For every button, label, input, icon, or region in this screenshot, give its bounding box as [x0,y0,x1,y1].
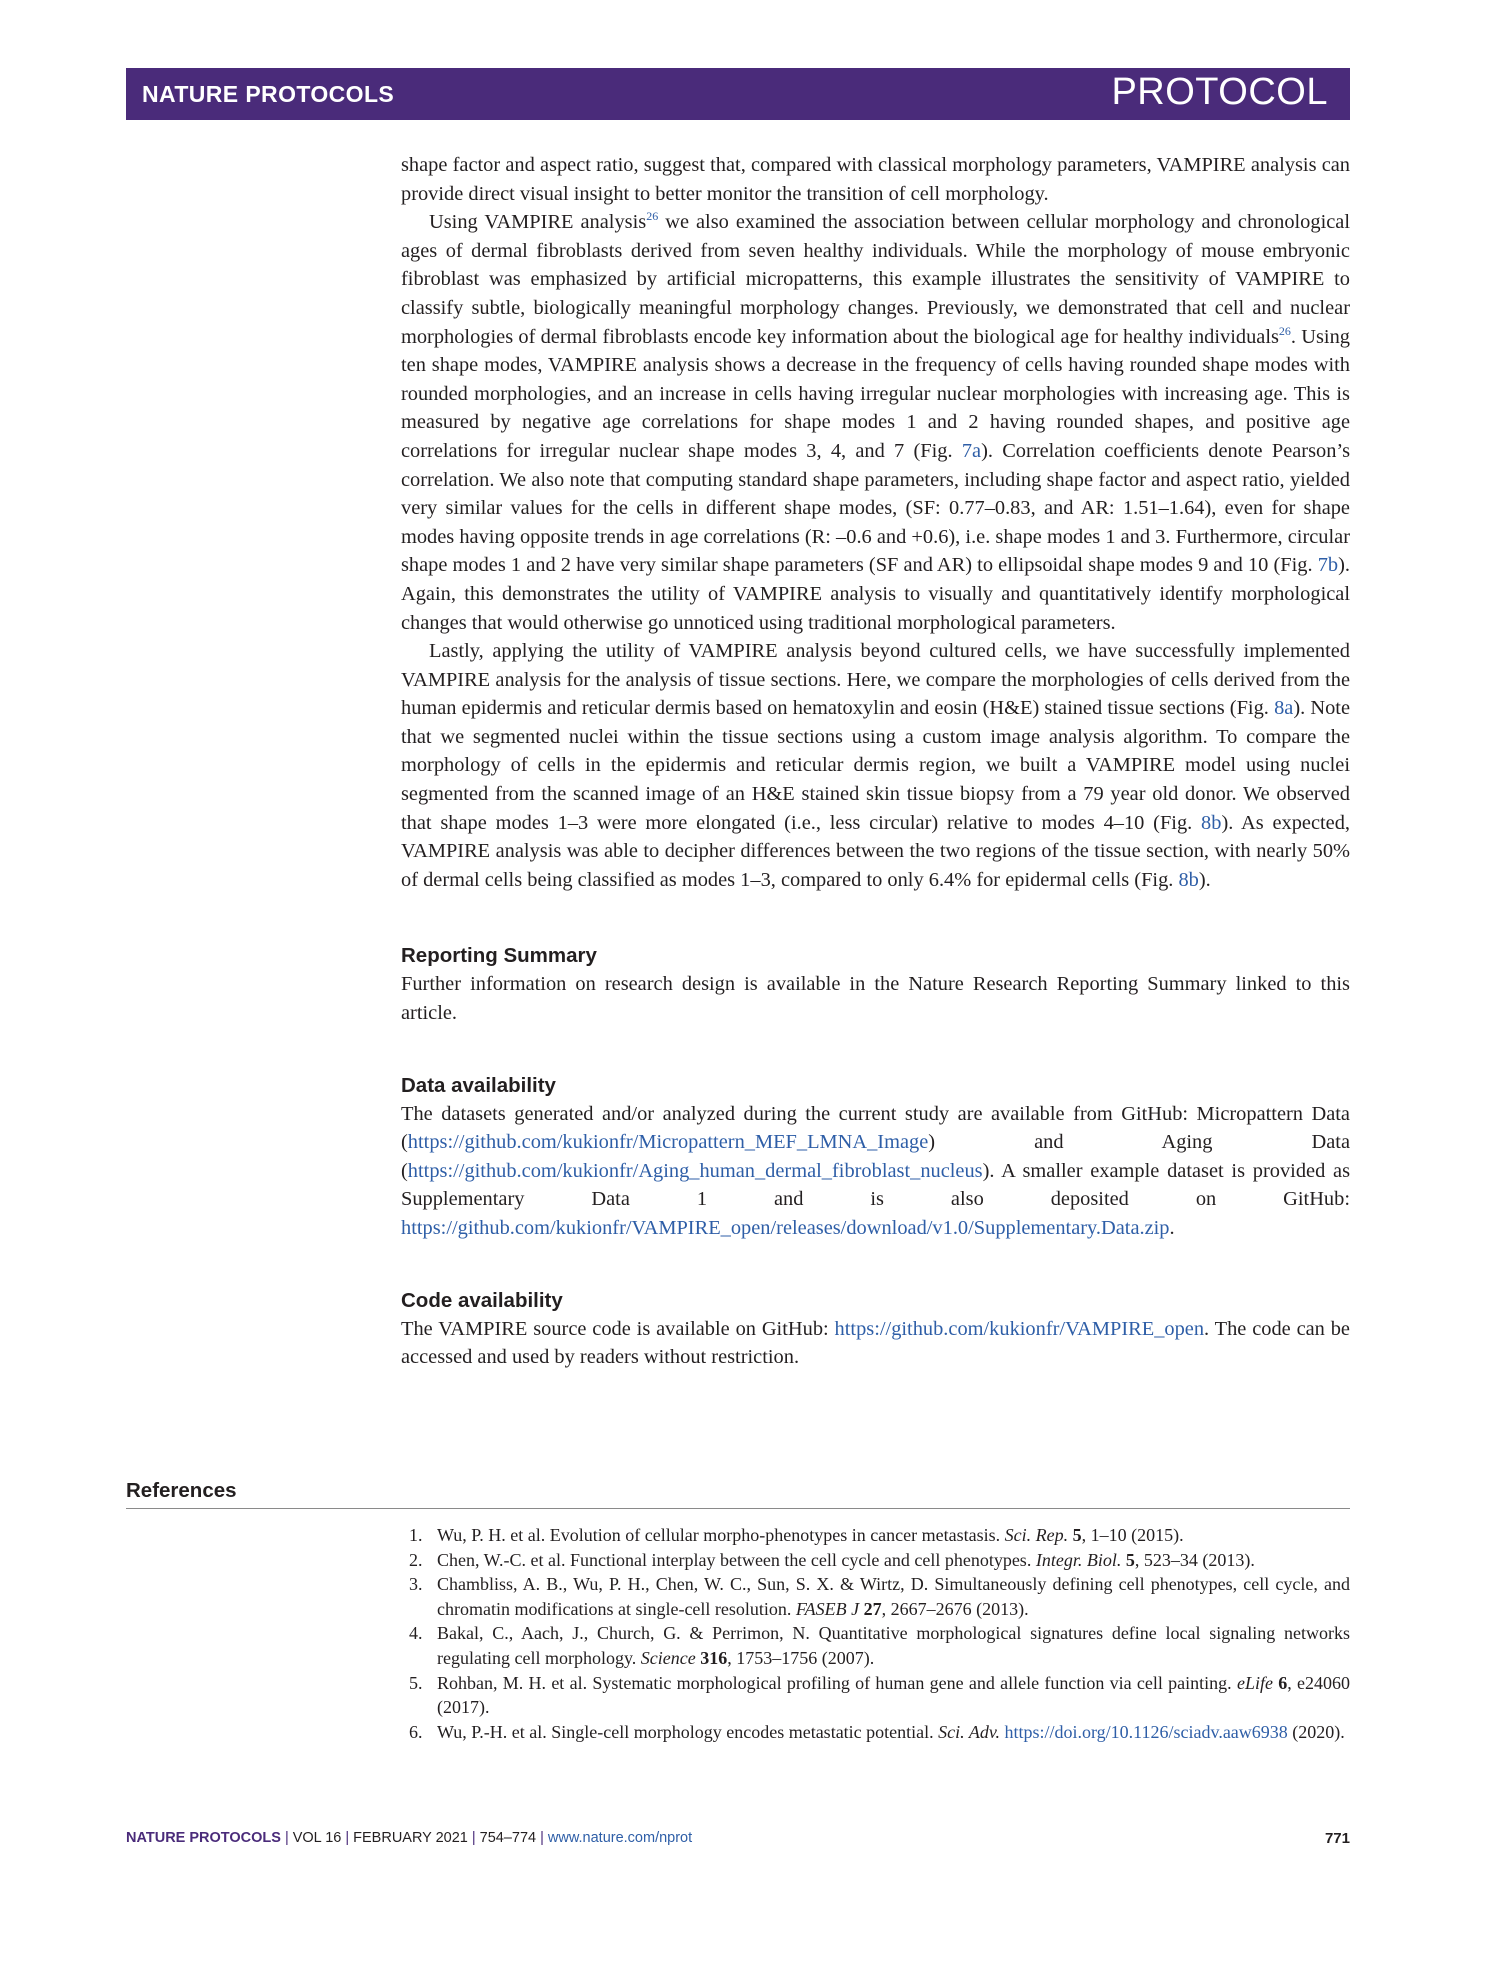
reference-text: Chen, W.-C. et al. Functional interplay between the cell cycle and cell phenotypes. [437,1549,1036,1570]
reference-number: 3. [409,1574,423,1595]
paragraph-3 [401,637,1350,894]
doi-link[interactable]: https://doi.org/10.1126/sciadv.aaw6938 [1004,1721,1288,1742]
data-text: ). A smaller example dataset is provided as Supplementary Data 1 and is also deposited on GitHub: [401,1159,1350,1211]
reference-item [401,1720,1350,1745]
code-availability-section [401,1287,1350,1372]
main-column [401,151,1350,1372]
reference-item [401,1548,1350,1573]
reference-text: Wu, P.-H. et al. Single-cell morphology encodes metastatic potential. [437,1721,939,1742]
citation-link[interactable]: 26 [1278,323,1291,338]
reference-number: 1. [409,1525,423,1545]
reference-tail: , 1753–1756 (2007). [727,1647,875,1668]
references-list [401,1523,1350,1744]
reference-number: 6. [409,1721,423,1742]
p2-text: ). Again, this demonstrates the utility of VAMPIRE analysis to visually and quantitatively identify morphological changes that would otherwise go unnoticed using traditional morphological parameters. [401,554,1350,634]
vampire-source-link[interactable]: https://github.com/kukionfr/VAMPIRE_open [834,1317,1205,1340]
reference-item [401,1523,1350,1548]
reference-volume: 27 [863,1598,882,1619]
figure-link-8b[interactable]: 8b [1178,868,1199,891]
paragraph-2 [401,208,1350,637]
reference-volume: 6 [1278,1672,1288,1693]
figure-link-8b[interactable]: 8b [1201,811,1222,834]
code-text: The VAMPIRE source code is available on GitHub: [401,1317,835,1340]
footer-citation: NATURE PROTOCOLS | VOL 16 | FEBRUARY 2021 | 754–774 | www.nature.com/nprot [126,1830,693,1846]
p3-text: ). [1198,868,1211,891]
section-heading: Reporting Summary [401,944,597,968]
reporting-summary-section [401,942,1350,1027]
figure-link-8a[interactable]: 8a [1274,697,1294,720]
footer-issue: FEBRUARY 2021 [353,1830,468,1846]
journal-header-bar [126,68,1350,120]
footer-journal-link[interactable]: www.nature.com/nprot [547,1830,693,1846]
footer-pages: 754–774 [479,1830,537,1846]
figure-link-7b[interactable]: 7b [1317,554,1339,577]
reference-volume: 5 [1072,1525,1082,1545]
reference-number: 4. [409,1623,423,1644]
reference-journal: FASEB J [795,1598,860,1619]
reference-tail: , 1–10 (2015). [1081,1525,1184,1545]
reporting-summary-text: Further information on research design is available in the Nature Research Reporting Summary linked to this article. [401,973,1350,1025]
reference-tail: , 523–34 (2013). [1134,1549,1255,1570]
reference-tail: (2020). [1287,1721,1345,1742]
references-heading: References [126,1479,237,1502]
reference-journal: Science [640,1647,696,1668]
reference-tail: , 2667–2676 (2013). [881,1598,1029,1619]
reference-journal: eLife [1236,1672,1273,1693]
code-text: . The code can be accessed and used by readers without restriction. [401,1317,1350,1369]
reference-text: Rohban, M. H. et al. Systematic morphological profiling of human gene and allele function via cell painting. [437,1672,1237,1693]
reference-text: Bakal, C., Aach, J., Church, G. & Perrimon, N. Quantitative morphological signatures define local signaling networks regulating cell morphology. [437,1623,1350,1668]
p2-text: we also examined the association between cellular morphology and chronological ages of dermal fibroblasts derived from seven healthy individuals. While the morphology of mouse embryonic fibroblast was emphasized by artificial micropatterns, this example illustrates the sensitivity of VAMPIRE to classify subtle, biologically meaningful morphology changes. Previously, we demonstrated that cell and nuclear morphologies of dermal fibroblasts encode key information about the biological age for healthy individuals [401,211,1351,348]
reference-item [401,1671,1350,1720]
reference-journal: Sci. Rep. [1004,1525,1069,1545]
reference-text: Chambliss, A. B., Wu, P. H., Chen, W. C., Sun, S. X. & Wirtz, D. Simultaneously defining cell phenotypes, cell cycle, and chromatin modifications at single-cell resolution. [437,1574,1350,1619]
reference-volume: 5 [1125,1549,1135,1570]
footer-journal: NATURE PROTOCOLS [126,1830,281,1846]
data-text: The datasets generated and/or analyzed during the current study are available from GitHub: Micropattern Data ( [401,1102,1350,1154]
footer-volume: VOL 16 [292,1830,342,1846]
reference-journal: Sci. Adv. [938,1721,1000,1742]
p2-text: ). Correlation coefficients denote Pearson’s correlation. We also note that computing standard shape parameters, including shape factor and aspect ratio, yielded very similar values for the cells in different shape modes, (SF: 0.77–0.83, and AR: 1.51–1.64), even for shape modes having opposite trends in age correlations (R: –0.6 and +0.6), i.e. shape modes 1 and 3. Furthermore, circular shape modes 1 and 2 have very similar shape parameters (SF and AR) to ellipsoidal shape modes 9 and 10 (Fig. [401,439,1351,577]
reference-tail: , e24060 (2017). [437,1672,1350,1718]
journal-name: NATURE PROTOCOLS [142,81,395,107]
figure-link-7a[interactable]: 7a [961,439,982,462]
section-heading: Code availability [401,1288,563,1312]
data-text: ) and Aging Data ( [401,1131,1350,1182]
page-footer [126,1830,1350,1852]
reference-item [401,1621,1350,1670]
reference-item [401,1572,1350,1621]
data-availability-text [401,1100,1350,1243]
reference-number: 5. [409,1672,423,1693]
p3-text: ). As expected, VAMPIRE analysis was able to decipher differences between the two regions of the tissue section, with nearly 50% of dermal cells being classified as modes 1–3, compared to only 6.4% for epidermal cells (Fig. [401,811,1350,891]
p3-text: ). Note that we segmented nuclei within the tissue sections using a custom image analysis algorithm. To compare the morphology of cells in the epidermis and reticular dermis region, we built a VAMPIRE model using nuclei segmented from the scanned image of an H&E stained skin tissue biopsy from a 79 year old donor. We observed that shape modes 1–3 were more elongated (i.e., less circular) relative to modes 4–10 (Fig. [401,697,1350,834]
p3-text: Lastly, applying the utility of VAMPIRE analysis beyond cultured cells, we have successfully implemented VAMPIRE analysis for the analysis of tissue sections. Here, we compare the morphologies of cells derived from the human epidermis and reticular dermis based on hematoxylin and eosin (H&E) stained tissue sections (Fig. [401,640,1350,720]
p2-text: Using VAMPIRE analysis [429,211,647,234]
reference-text: Wu, P. H. et al. Evolution of cellular morpho-phenotypes in cancer metastasis. [437,1525,1005,1545]
page-number: 771 [1324,1830,1350,1847]
reference-journal: Integr. Biol. [1035,1549,1122,1570]
data-text: . [1169,1217,1175,1239]
reference-number: 2. [409,1549,423,1570]
data-availability-section [401,1072,1350,1243]
micropattern-data-link[interactable]: https://github.com/kukionfr/Micropattern_MEF_LMNA_Image [407,1131,929,1154]
article-type: PROTOCOL [1111,71,1328,113]
supplementary-data-link[interactable]: https://github.com/kukionfr/VAMPIRE_open/releases/download/v1.0/Supplementary.Data.zip [401,1217,1170,1239]
references-divider [126,1508,1350,1509]
p2-text: . Using ten shape modes, VAMPIRE analysis shows a decrease in the frequency of cells having rounded shape modes with rounded morphologies, and an increase in cells having irregular nuclear morphologies with increasing age. This is measured by negative age correlations for shape modes 1 and 2 having rounded shapes, and positive age correlations for irregular nuclear shape modes 3, 4, and 7 (Fig. [401,325,1350,462]
paragraph-1: shape factor and aspect ratio, suggest that, compared with classical morphology parameters, VAMPIRE analysis can provide direct visual insight to better monitor the transition of cell morphology. [401,154,1350,205]
section-heading: Data availability [401,1073,556,1097]
reference-volume: 316 [700,1647,728,1668]
code-availability-text [401,1315,1350,1372]
aging-data-link[interactable]: https://github.com/kukionfr/Aging_human_dermal_fibroblast_nucleus [407,1159,983,1182]
citation-link[interactable]: 26 [646,209,659,224]
